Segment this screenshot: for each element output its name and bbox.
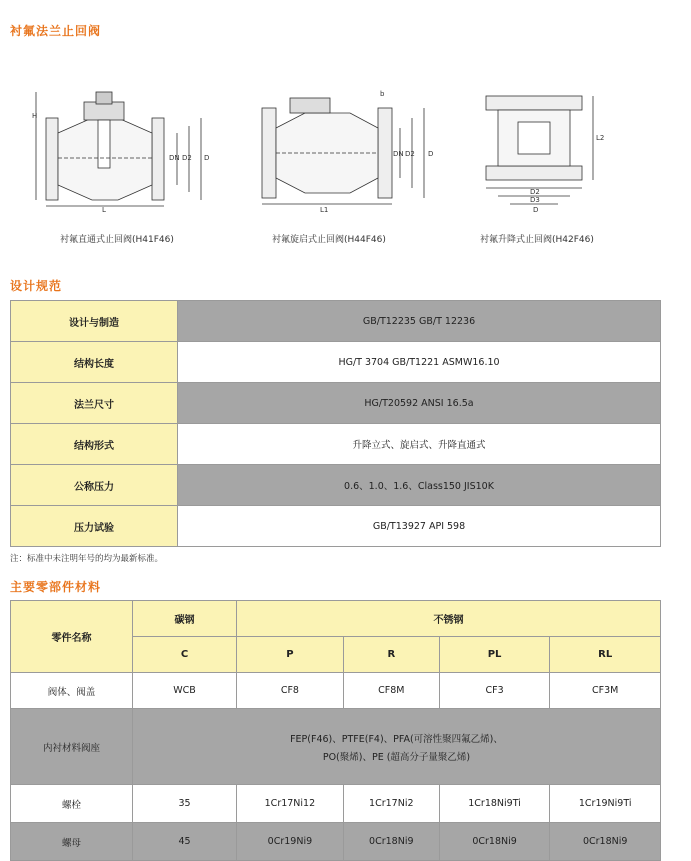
lining-line-2: PO(聚烯)、PE (超高分子量聚乙烯)	[322, 751, 471, 763]
page-title: 衬氟法兰止回阀	[10, 24, 102, 38]
figure-caption: 衬氟直通式止回阀(H41F46)	[60, 235, 174, 245]
material-value: 45	[133, 823, 237, 861]
material-value: 1Cr17Ni2	[343, 785, 439, 823]
spec-table	[10, 300, 661, 547]
dim-d-label: D	[204, 154, 210, 162]
materials-section-title: 主要零部件材料	[10, 580, 102, 594]
dim-d3-label: D3	[530, 196, 540, 204]
dim-d2-label: D2	[530, 188, 540, 196]
spec-key: 法兰尺寸	[11, 383, 178, 424]
spec-value: GB/T13927 API 598	[178, 506, 661, 547]
dim-l2-label: L2	[596, 134, 605, 142]
spec-note: 注：标准中未注明年号的均为最新标准。	[10, 554, 164, 564]
material-value: CF8	[237, 673, 344, 709]
figure-caption: 衬氟升降式止回阀(H42F46)	[480, 235, 594, 245]
lining-line-1: FEP(F46)、PTFE(F4)、PFA(可溶性聚四氟乙烯)、	[290, 733, 503, 745]
carbon-steel-header: 碳钢	[133, 601, 237, 637]
dim-dn-label: DN	[169, 154, 180, 162]
table-row	[11, 383, 661, 424]
material-code: PL	[439, 637, 550, 673]
materials-table	[10, 600, 661, 861]
dim-b-label: b	[380, 90, 385, 98]
dim-d-label: D	[533, 206, 539, 213]
table-row	[11, 424, 661, 465]
material-value: 0Cr18Ni9	[343, 823, 439, 861]
spec-key: 设计与制造	[11, 301, 178, 342]
material-value: 0Cr18Ni9	[550, 823, 661, 861]
spec-key: 压力试验	[11, 506, 178, 547]
material-code: C	[133, 637, 237, 673]
table-row	[11, 342, 661, 383]
spec-key: 结构长度	[11, 342, 178, 383]
table-row	[11, 301, 661, 342]
dim-l1-label: L1	[320, 206, 329, 213]
valve-drawing-h41f46	[32, 88, 232, 213]
part-name: 阀体、阀盖	[11, 673, 133, 709]
part-name: 内衬材料阀座	[11, 709, 133, 785]
part-name: 螺母	[11, 823, 133, 861]
material-value: CF3M	[550, 673, 661, 709]
spec-value: HG/T 3704 GB/T1221 ASMW16.10	[178, 342, 661, 383]
table-row	[11, 601, 661, 637]
spec-key: 公称压力	[11, 465, 178, 506]
dim-d-label: D	[428, 150, 434, 158]
table-row	[11, 709, 661, 785]
table-row	[11, 785, 661, 823]
stainless-steel-header: 不锈钢	[237, 601, 661, 637]
material-value: 35	[133, 785, 237, 823]
material-value: CF3	[439, 673, 550, 709]
spec-section-title: 设计规范	[10, 279, 63, 293]
valve-drawing-h44f46	[250, 88, 450, 213]
valve-drawing-h42f46	[478, 88, 628, 213]
table-row	[11, 673, 661, 709]
figure-caption: 衬氟旋启式止回阀(H44F46)	[272, 235, 386, 245]
dim-h-label: H	[32, 112, 38, 120]
table-row	[11, 465, 661, 506]
lining-materials	[133, 709, 661, 785]
material-value: CF8M	[343, 673, 439, 709]
dim-dn-label: DN	[393, 150, 404, 158]
material-value: 1Cr19Ni9Ti	[550, 785, 661, 823]
spec-value: 0.6、1.0、1.6、Class150 JIS10K	[178, 465, 661, 506]
dim-d2-label: D2	[182, 154, 192, 162]
material-code: P	[237, 637, 344, 673]
material-value: 1Cr17Ni12	[237, 785, 344, 823]
material-value: WCB	[133, 673, 237, 709]
table-row	[11, 506, 661, 547]
spec-value: 升降立式、旋启式、升降直通式	[178, 424, 661, 465]
material-value: 1Cr18Ni9Ti	[439, 785, 550, 823]
material-code: RL	[550, 637, 661, 673]
table-row	[11, 823, 661, 861]
spec-value: GB/T12235 GB/T 12236	[178, 301, 661, 342]
dim-d2-label: D2	[405, 150, 415, 158]
spec-key: 结构形式	[11, 424, 178, 465]
part-name-header: 零件名称	[11, 601, 133, 673]
spec-value: HG/T20592 ANSI 16.5a	[178, 383, 661, 424]
material-value: 0Cr18Ni9	[439, 823, 550, 861]
part-name: 螺栓	[11, 785, 133, 823]
material-value: 0Cr19Ni9	[237, 823, 344, 861]
material-code: R	[343, 637, 439, 673]
dim-l-label: L	[102, 206, 106, 213]
